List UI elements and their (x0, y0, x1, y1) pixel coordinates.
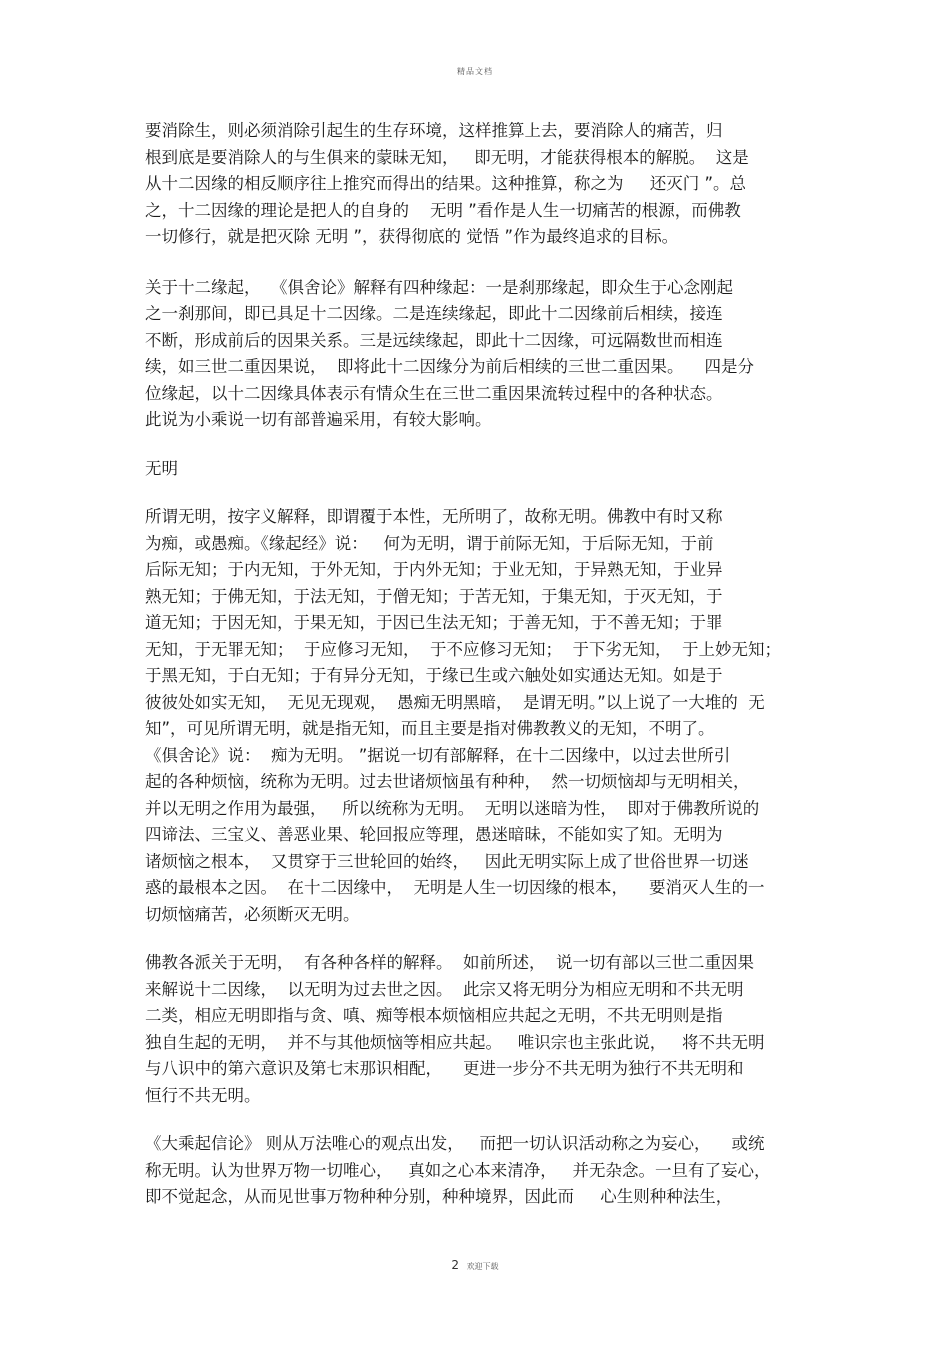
text-line: 四谛法、三宝义、善恶业果、轮回报应等理，愚迷暗昧，不能如实了知。无明为 (145, 825, 723, 844)
page-number: 2 (451, 1258, 460, 1272)
text-line: 位缘起，以十二因缘具体表示有情众生在三世二重因果流转过程中的各种状态。 (145, 383, 723, 403)
text-line: 与八识中的第六意识及第七末那识相配， 更进一步分不共无明为独行不共无明和 (145, 1059, 744, 1078)
paragraph-gap (145, 482, 815, 504)
footer-text: 欢迎下载 (466, 1262, 499, 1271)
text-line: 知”，可见所谓无明，就是指无知，而且主要是指对佛教教义的无知，不明了。 (145, 719, 715, 738)
text-line: 从十二因缘的相反顺序往上推究而得出的结果。这种推算，称之为 还灭门 ”。总 (145, 174, 747, 193)
text-line: 道无知；于因无知，于果无知，于因已生法无知；于善无知，于不善无知；于罪 (145, 613, 723, 632)
paragraph-gap (145, 928, 815, 950)
text-line: 此说为小乘说一切有部普遍采用，有较大影响。 (145, 410, 492, 429)
text-line: 熟无知；于佛无知，于法无知，于僧无知；于苦无知，于集无知，于灭无知，于 (145, 586, 723, 606)
paragraph-5 (145, 1131, 815, 1211)
paragraph-2 (145, 275, 815, 434)
text-line: 关于十二缘起， 《俱舍论》解释有四种缘起：一是刹那缘起，即众生于心念刚起 (145, 277, 733, 297)
text-line: 起的各种烦恼，统称为无明。过去世诸烦恼虽有种种， 然一切烦恼却与无明相关， (145, 772, 750, 791)
text-line: 于黑无知，于白无知；于有异分无知，于缘已生或六触处如实通达无知。如是于 (145, 666, 723, 685)
section-heading: 无明 (145, 458, 178, 478)
text-line: 《俱舍论》说： 痴为无明。 ”据说一切有部解释，在十二因缘中，以过去世所引 (145, 745, 731, 765)
text-line: 即不觉起念，从而见世事万物种种分别，种种境界，因此而 心生则种种法生， (145, 1187, 733, 1206)
text-line: 惑的最根本之因。 在十二因缘中， 无明是人生一切因缘的根本， 要消灭人生的一 (145, 878, 765, 897)
paragraph-gap (145, 434, 815, 456)
text-line: 独自生起的无明， 并不与其他烦恼等相应共起。 唯识宗也主张此说， 将不共无明 (145, 1032, 765, 1052)
text-line: 来解说十二因缘， 以无明为过去世之因。 此宗又将无明分为相应无明和不共无明 (145, 979, 744, 999)
page-footer (0, 1258, 950, 1272)
text-line: 恒行不共无明。 (145, 1085, 261, 1105)
text-line: 续，如三世二重因果说， 即将此十二因缘分为前后相续的三世二重因果。 四是分 (145, 357, 754, 376)
text-line: 根到底是要消除人的与生俱来的蒙昧无知， 即无明，才能获得根本的解脱。 这是 (145, 147, 749, 167)
text-line: 所谓无明，按字义解释，即谓覆于本性，无所明了，故称无明。佛教中有时又称 (145, 507, 723, 526)
text-line: 二类，相应无明即指与贪、嗔、痴等根本烦恼相应共起之无明，不共无明则是指 (145, 1006, 723, 1025)
paragraph-1 (145, 118, 815, 251)
text-line: 要消除生，则必须消除引起生的生存环境，这样推算上去，要消除人的痛苦，归 (145, 121, 723, 140)
text-line: 无知，于无罪无知； 于应修习无知， 于不应修习无知； 于下劣无知， 于上妙无知； (145, 639, 781, 659)
text-line: 称无明。认为世界万物一切唯心， 真如之心本来清净， 并无杂念。一旦有了妄心， (145, 1160, 771, 1180)
text-line: 为痴，或愚痴。《缘起经》说： 何为无明，谓于前际无知，于后际无知，于前 (145, 533, 714, 553)
text-line: 之，十二因缘的理论是把人的自身的 无明 ”看作是人生一切痛苦的根源，而佛教 (145, 200, 741, 220)
section-heading-wuming (145, 456, 815, 483)
text-line: 《大乘起信论》 则从万法唯心的观点出发， 而把一切认识活动称之为妄心， 或统 (145, 1134, 765, 1153)
text-line: 并以无明之作用为最强， 所以统称为无明。 无明以迷暗为性， 即对于佛教所说的 (145, 798, 760, 818)
text-line: 切烦恼痛苦，必须断灭无明。 (145, 904, 360, 924)
document-body (145, 118, 815, 1211)
text-line: 诸烦恼之根本， 又贯穿于三世轮回的始终， 因此无明实际上成了世俗世界一切迷 (145, 851, 749, 871)
text-line: 之一刹那间，即已具足十二因缘。二是连续缘起，即此十二因缘前后相续，接连 (145, 304, 723, 323)
paragraph-4 (145, 950, 815, 1109)
paragraph-3 (145, 504, 815, 928)
text-line: 不断，形成前后的因果关系。三是远续缘起，即此十二因缘，可远隔数世而相连 (145, 330, 723, 350)
text-line: 佛教各派关于无明， 有各种各样的解释。 如前所述， 说一切有部以三世二重因果 (145, 953, 754, 972)
text-line: 后际无知；于内无知，于外无知，于内外无知；于业无知，于异熟无知，于业异 (145, 560, 723, 579)
paragraph-gap (145, 251, 815, 275)
paragraph-gap (145, 1109, 815, 1131)
text-line: 一切修行，就是把灭除 无明 ”，获得彻底的 觉悟 ”作为最终追求的目标。 (145, 227, 679, 246)
text-line: 彼彼处如实无知， 无见无现观， 愚痴无明黑暗， 是谓无明。”以上说了一大堆的 无 (145, 692, 765, 712)
page-header: 精品文档 (457, 67, 493, 76)
